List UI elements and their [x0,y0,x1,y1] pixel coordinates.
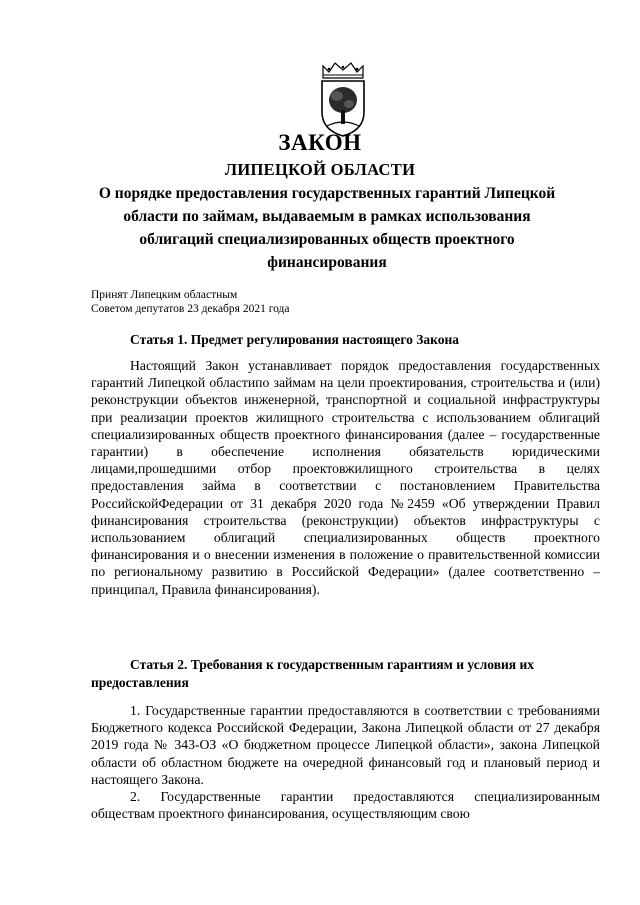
region-title: ЛИПЕЦКОЙ ОБЛАСТИ [224,160,416,179]
law-subject: О порядке предоставления государственных гарантий Липецкой области по займам, выдаваемым в рамках использования облигаций специализированных обществ проектного финансирования [98,185,556,271]
article-1-text: Настоящий Закон устанавливает порядок предоставления государственных гарантий Липецкой областипо займам на цели проектирования, строительства и (или) реконструкции объектов инженерной, транспортной и социальной инфраструктуры при реализации проектов жилищного строительства с использованием облигаций специализированных обществ проектного финансирования (далее – государственные гарантии) в обеспечение исполнения обязательств юридическими лицами,прошедшими отбор проектовжилищного строительства в целях предоставления займа в соответствии с постановлением Правительства РоссийскойФедерации от 31 декабря 2020 года №2459 «Об утверждении Правил финансирования строительства (реконструкции) объектов инфраструктуры с использованием облигаций специализированных обществ проектного финансирования и о внесении изменения в положение о правительственной комиссии по региональному развитию в Российской Федерации» (далее соответственно – принципал, Правила финансирования). [91,358,600,597]
article-1-heading: Статья 1. Предмет регулирования настоящего Закона [130,332,459,347]
article-2-point-1: 1. Государственные гарантии предоставляются в соответствии с требованиями Бюджетного кодекса Российской Федерации, Закона Липецкой области от 27 декабря 2019 года № 343-ОЗ «О бюджетном процессе Липецкой области», закона Липецкой области об областном бюджете на очередной финансовый год и плановый период и настоящего Закона. [91,703,600,787]
article-2-point-2: 2. Государственные гарантии предоставляются специализированным обществам проектного финансирования, осуществляющим свою [91,789,600,822]
article-2-heading: Статья 2. Требования к государственным гарантиям и условия их предоставления [91,657,534,690]
adoption-note [91,288,290,316]
adoption-line-2: Советом депутатов 23 декабря 2021 года [91,303,290,315]
crown-icon [323,63,363,78]
adoption-line-1: Принят Липецким областным [91,289,238,301]
document-title: ЗАКОН [278,130,362,155]
coat-of-arms-icon [317,60,369,138]
